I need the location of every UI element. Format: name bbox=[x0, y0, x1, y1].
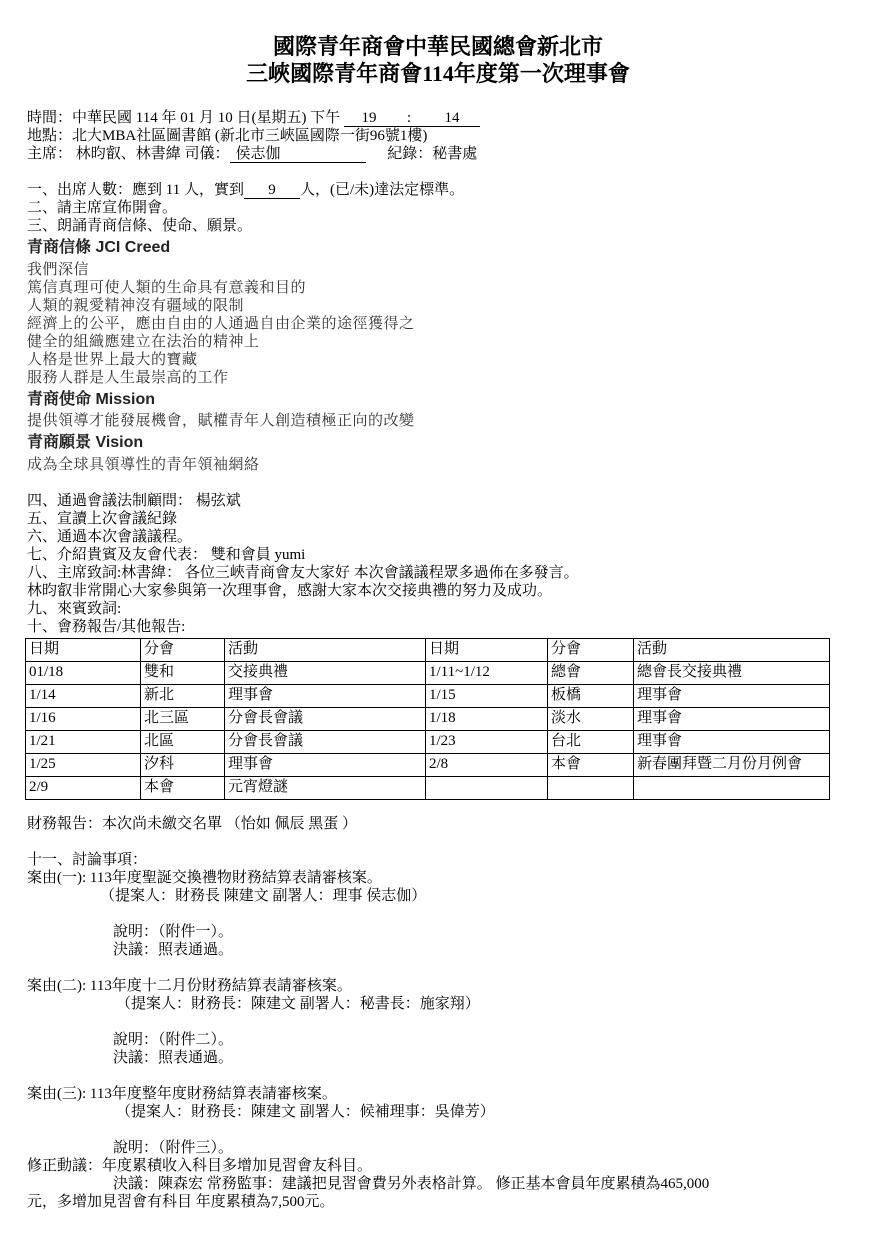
case-3-note: 說明：（附件三）。 bbox=[113, 1140, 234, 1156]
case-1-resolution: 決議：照表通過。 bbox=[113, 942, 234, 958]
header-date: 日期 bbox=[26, 639, 141, 662]
case-1-proposer: （提案人：財務長 陳建文 副署人：理事 侯志伽） bbox=[100, 888, 427, 904]
agenda-item-11: 十一、討論事項： bbox=[27, 852, 148, 868]
agenda-item-8: 八、主席致詞:林書緯： 各位三峽青商會友大家好 本次會議議程眾多過佈在多發言。 bbox=[27, 565, 579, 581]
table-cell: 新北 bbox=[141, 685, 225, 708]
vision-text: 成為全球具領導性的青年領袖網絡 bbox=[27, 457, 260, 473]
table-cell: 理事會 bbox=[225, 754, 426, 777]
table-cell bbox=[548, 777, 634, 800]
meeting-time-label: 時間：中華民國 114 年 01 月 10 日(星期五) 下午 bbox=[27, 110, 341, 126]
table-row bbox=[26, 708, 830, 731]
table-cell: 分會長會議 bbox=[225, 731, 426, 754]
table-cell: 理事會 bbox=[634, 708, 830, 731]
amendment-resolution: 決議：陳森宏 常務監事：建議把見習會費另外表格計算。 修正基本會員年度累積為465,000 bbox=[113, 1176, 710, 1192]
table-cell: 北區 bbox=[141, 731, 225, 754]
chair-label: 主席： 林昀叡、林書緯 司儀： bbox=[27, 146, 230, 162]
agenda-item-5: 五、宣讀上次會議紀錄 bbox=[27, 511, 178, 527]
table-cell bbox=[426, 777, 548, 800]
table-cell: 北三區 bbox=[141, 708, 225, 731]
creed-line: 人格是世界上最大的寶藏 bbox=[27, 352, 198, 368]
table-cell: 01/18 bbox=[26, 662, 141, 685]
table-cell: 1/15 bbox=[426, 685, 548, 708]
table-cell: 元宵燈謎 bbox=[225, 777, 426, 800]
case-3-proposer: （提案人：財務長：陳建文 副署人：候補理事：吳偉芳） bbox=[116, 1104, 495, 1120]
case-1-title: 案由(一): 113年度聖誕交換禮物財務結算表請審核案。 bbox=[27, 870, 382, 886]
table-row bbox=[26, 662, 830, 685]
table-cell: 1/14 bbox=[26, 685, 141, 708]
creed-line: 健全的組織應建立在法治的精神上 bbox=[27, 334, 260, 350]
table-cell: 雙和 bbox=[141, 662, 225, 685]
case-2-note: 說明：（附件二）。 bbox=[113, 1032, 234, 1048]
creed-line: 經濟上的公平，應由自由的人通過自由企業的途徑獲得之 bbox=[27, 316, 415, 332]
agenda-item-6: 六、通過本次會議議程。 bbox=[27, 529, 193, 545]
agenda-item-3: 三、朗誦青商信條、使命、願景。 bbox=[27, 218, 253, 234]
attendance-label: 一、出席人數：應到 11 人，實到 bbox=[27, 182, 244, 198]
agenda-item-8-cont: 林昀叡非常開心大家參與第一次理事會，感謝大家本次交接典禮的努力及成功。 bbox=[27, 583, 553, 599]
table-row bbox=[26, 685, 830, 708]
table-cell: 新春團拜暨二月份月例會 bbox=[634, 754, 830, 777]
creed-line: 我們深信 bbox=[27, 262, 90, 278]
meeting-minute: 14 bbox=[424, 110, 480, 127]
meeting-time bbox=[27, 110, 480, 127]
table-header-row bbox=[26, 639, 830, 662]
meeting-colon: : bbox=[394, 110, 424, 127]
header-chapter: 分會 bbox=[548, 639, 634, 662]
table-cell: 理事會 bbox=[634, 731, 830, 754]
table-cell: 理事會 bbox=[634, 685, 830, 708]
title-line-1: 國際青年商會中華民國總會新北市 bbox=[272, 34, 603, 59]
activity-report-table bbox=[25, 638, 830, 800]
table-cell: 汐科 bbox=[141, 754, 225, 777]
table-row bbox=[26, 777, 830, 800]
case-3-title: 案由(三): 113年度整年度財務結算表請審核案。 bbox=[27, 1086, 337, 1102]
mission-heading: 青商使命 Mission bbox=[27, 391, 156, 408]
table-row bbox=[26, 731, 830, 754]
header-date: 日期 bbox=[426, 639, 548, 662]
table-cell: 2/8 bbox=[426, 754, 548, 777]
agenda-item-10: 十、會務報告/其他報告: bbox=[27, 619, 186, 635]
case-2-resolution: 決議：照表通過。 bbox=[113, 1050, 234, 1066]
header-activity: 活動 bbox=[634, 639, 830, 662]
meeting-place: 地點：北大MBA社區圖書館 (新北市三峽區國際一街96號1樓) bbox=[27, 128, 428, 144]
table-cell: 台北 bbox=[548, 731, 634, 754]
creed-line: 服務人群是人生最崇高的工作 bbox=[27, 370, 229, 386]
attendance-post: 人，(已/未)達法定標準。 bbox=[299, 182, 465, 198]
header-activity: 活動 bbox=[225, 639, 426, 662]
table-cell: 總會 bbox=[548, 662, 634, 685]
table-cell: 總會長交接典禮 bbox=[634, 662, 830, 685]
meeting-chair bbox=[27, 146, 477, 163]
table-cell: 理事會 bbox=[225, 685, 426, 708]
mc-name: 侯志伽 bbox=[230, 146, 366, 163]
table-cell: 1/18 bbox=[426, 708, 548, 731]
table-cell: 板橋 bbox=[548, 685, 634, 708]
table-cell: 1/21 bbox=[26, 731, 141, 754]
case-2-proposer: （提案人：財務長：陳建文 副署人：秘書長：施家翔） bbox=[116, 996, 480, 1012]
recorder: 紀錄：秘書處 bbox=[387, 146, 478, 162]
table-cell: 1/23 bbox=[426, 731, 548, 754]
table-row bbox=[26, 754, 830, 777]
creed-line: 人類的親愛精神沒有疆域的限制 bbox=[27, 298, 245, 314]
agenda-item-1 bbox=[27, 182, 464, 199]
table-cell: 淡水 bbox=[548, 708, 634, 731]
table-cell: 1/11~1/12 bbox=[426, 662, 548, 685]
finance-report: 財務報告：本次尚未繳交名單 （怡如 佩辰 黑蛋 ） bbox=[27, 816, 358, 832]
header-chapter: 分會 bbox=[141, 639, 225, 662]
agenda-item-9: 九、來賓致詞: bbox=[27, 601, 122, 617]
table-cell: 1/16 bbox=[26, 708, 141, 731]
table-cell: 交接典禮 bbox=[225, 662, 426, 685]
agenda-item-7: 七、介紹貴賓及友會代表： 雙和會員 yumi bbox=[27, 547, 306, 563]
case-2-title: 案由(二): 113年度十二月份財務結算表請審核案。 bbox=[27, 978, 352, 994]
creed-heading: 青商信條 JCI Creed bbox=[27, 239, 171, 256]
vision-heading: 青商願景 Vision bbox=[27, 434, 144, 451]
amendment-resolution-cont: 元，多增加見習會有科目 年度累積為7,500元。 bbox=[27, 1194, 335, 1210]
creed-line: 篤信真理可使人類的生命具有意義和目的 bbox=[27, 280, 307, 296]
agenda-item-4: 四、通過會議法制顧問： 楊弦斌 bbox=[27, 493, 241, 509]
case-1-note: 說明：（附件一）。 bbox=[113, 924, 234, 940]
table-cell bbox=[634, 777, 830, 800]
table-cell: 本會 bbox=[548, 754, 634, 777]
mission-text: 提供領導才能發展機會，賦權青年人創造積極正向的改變 bbox=[27, 413, 415, 429]
meeting-hour: 19 bbox=[344, 110, 394, 127]
amendment-motion: 修正動議：年度累積收入科目多增加見習會友科目。 bbox=[27, 1158, 373, 1174]
table-cell: 分會長會議 bbox=[225, 708, 426, 731]
table-cell: 2/9 bbox=[26, 777, 141, 800]
attendance-count: 9 bbox=[244, 182, 300, 199]
agenda-item-2: 二、請主席宣佈開會。 bbox=[27, 200, 178, 216]
title-line-2: 三峽國際青年商會114年度第一次理事會 bbox=[246, 61, 630, 86]
table-cell: 1/25 bbox=[26, 754, 141, 777]
table-cell: 本會 bbox=[141, 777, 225, 800]
